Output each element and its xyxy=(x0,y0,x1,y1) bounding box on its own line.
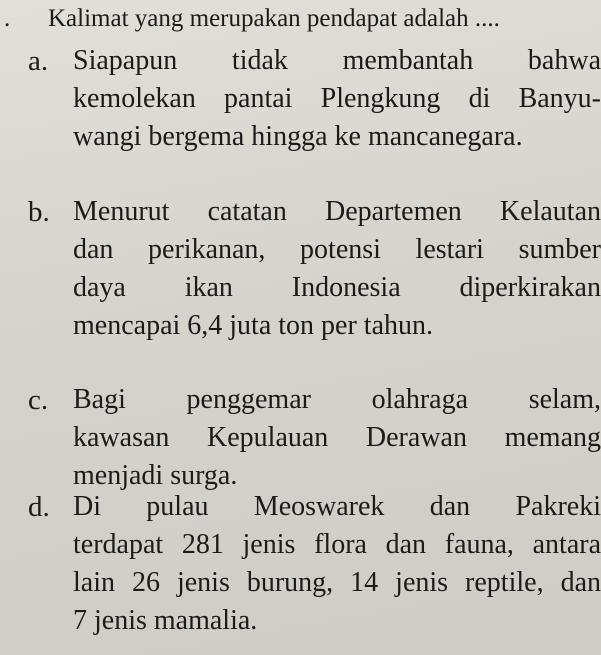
option-line: wangi bergema hingga ke mancanegara. xyxy=(73,121,523,152)
option-line: Siapapun tidak membantah bahwa xyxy=(73,45,601,76)
option-text xyxy=(73,381,601,495)
option-line: daya ikan Indonesia diperkirakan xyxy=(73,272,601,303)
option-letter: c. xyxy=(28,384,49,416)
option-text xyxy=(73,488,601,640)
option-letter: d. xyxy=(28,491,50,523)
option-line: menjadi surga. xyxy=(73,460,238,491)
option-line: dan perikanan, potensi lestari sumber xyxy=(73,234,601,265)
option-line: mencapai 6,4 juta ton per tahun. xyxy=(73,310,433,341)
option-line: kemolekan pantai Plengkung di Banyu- xyxy=(73,83,601,114)
option-line: Bagi penggemar olahraga selam, xyxy=(73,384,601,415)
option-line: 7 jenis mamalia. xyxy=(73,605,258,636)
option-letter: b. xyxy=(28,196,50,228)
option-line: lain 26 jenis burung, 14 jenis reptile, dan xyxy=(73,567,601,598)
option-text xyxy=(73,42,601,156)
question-number: . xyxy=(4,5,11,32)
question-stem xyxy=(4,4,500,34)
option-letter: a. xyxy=(28,45,49,77)
question-text: Kalimat yang merupakan pendapat adalah .... xyxy=(48,5,500,32)
option-line: Menurut catatan Departemen Kelautan xyxy=(73,196,601,227)
option-line: kawasan Kepulauan Derawan memang xyxy=(73,422,601,453)
option-line: Di pulau Meoswarek dan Pakreki xyxy=(73,491,601,522)
option-line: terdapat 281 jenis flora dan fauna, antara xyxy=(73,529,601,560)
option-text xyxy=(73,193,601,345)
